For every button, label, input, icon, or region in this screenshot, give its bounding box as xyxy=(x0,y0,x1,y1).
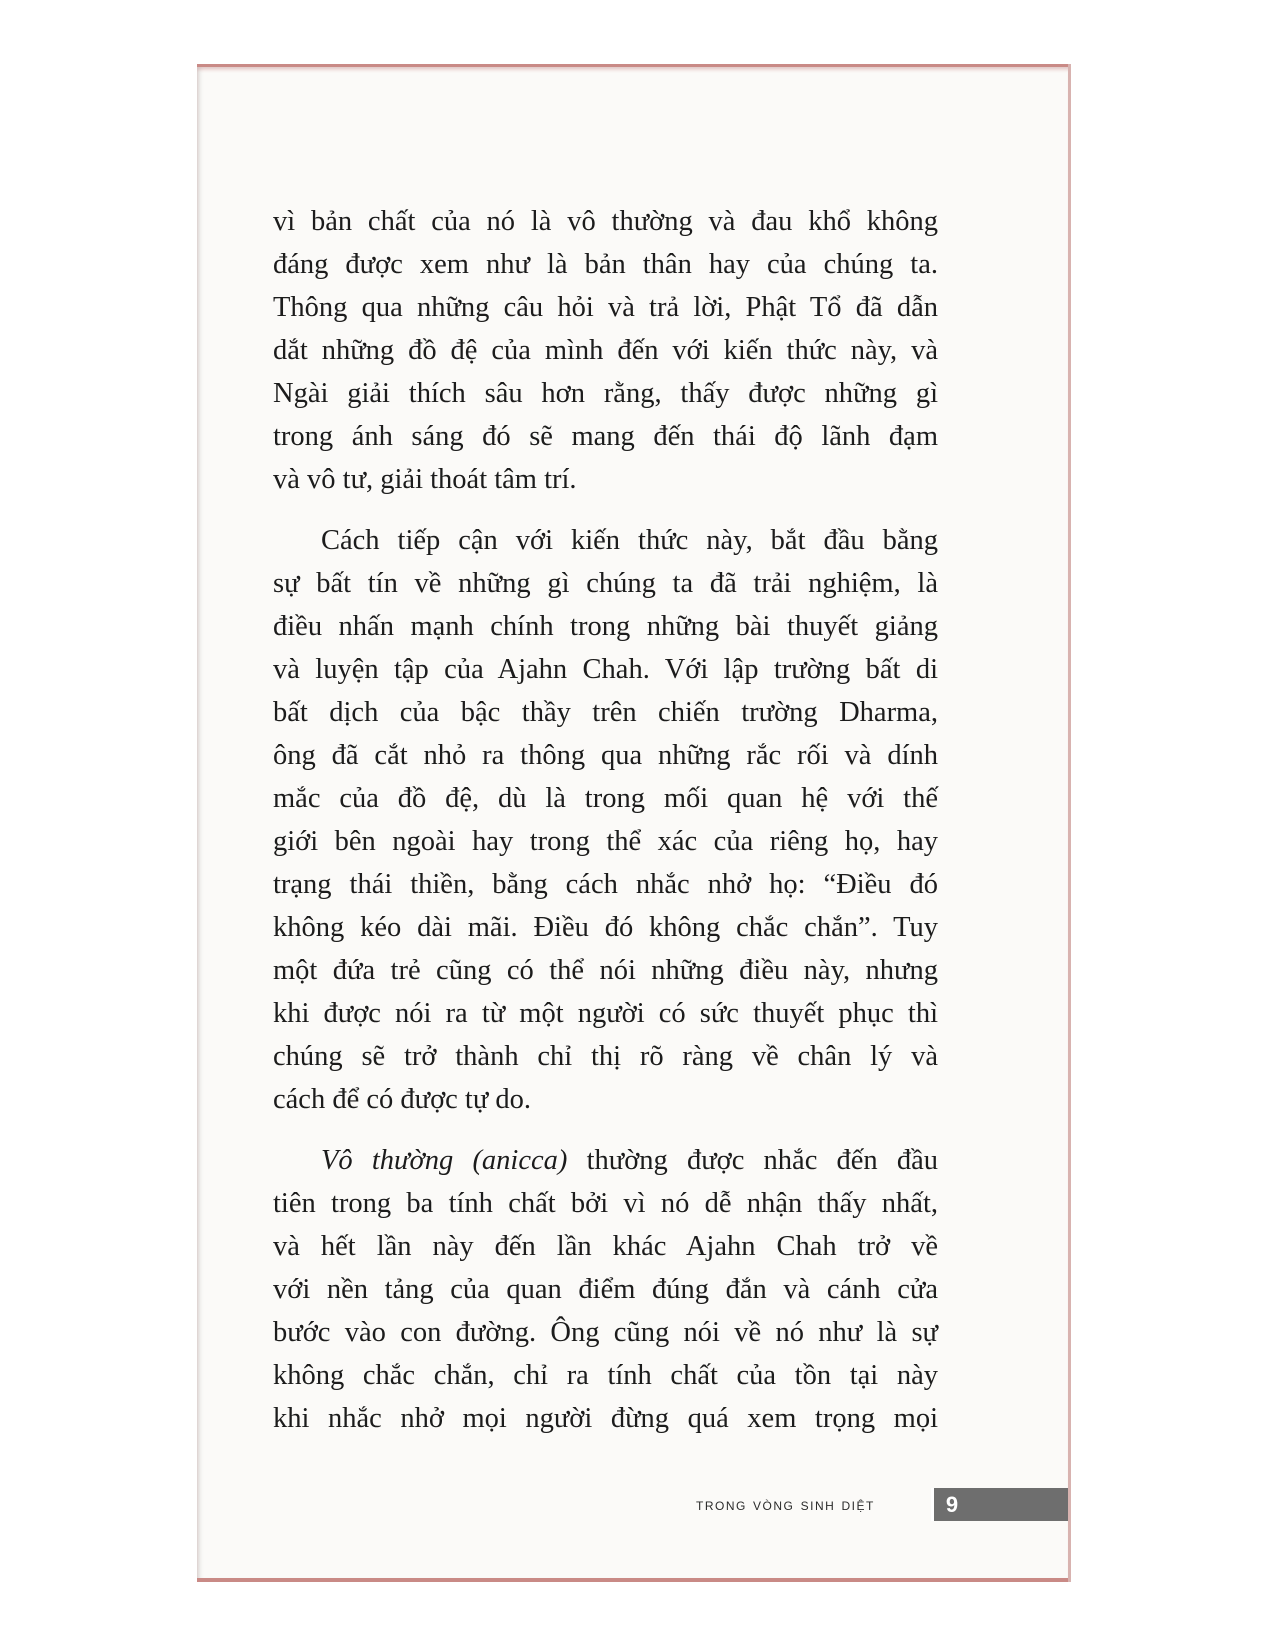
paragraph-2 xyxy=(273,519,938,1121)
text-line: khi được nói ra từ một người có sức thuyết phục thì xyxy=(273,998,938,1029)
text-line: dắt những đồ đệ của mình đến với kiến thức này, và xyxy=(273,335,938,366)
text-line: bất dịch của bậc thầy trên chiến trường Dharma, xyxy=(273,697,938,728)
text-line: đáng được xem như là bản thân hay của chúng ta. xyxy=(273,249,938,280)
text-line: Cách tiếp cận với kiến thức này, bắt đầu bằng xyxy=(321,525,938,556)
page-number: 9 xyxy=(934,1488,970,1521)
text-line: với nền tảng của quan điểm đúng đắn và cánh cửa xyxy=(273,1274,938,1305)
text-line: cách để có được tự do. xyxy=(273,1084,532,1115)
text-line: Thông qua những câu hỏi và trả lời, Phật Tổ đã dẫn xyxy=(273,292,938,323)
text-line: không chắc chắn, chỉ ra tính chất của tồn tại này xyxy=(273,1360,938,1391)
text-line: chúng sẽ trở thành chỉ thị rõ ràng về chân lý và xyxy=(273,1041,938,1072)
text-line: và vô tư, giải thoát tâm trí. xyxy=(273,464,577,495)
text-line: điều nhấn mạnh chính trong những bài thuyết giảng xyxy=(273,611,938,642)
paragraph-1 xyxy=(273,200,938,501)
text-line: tiên trong ba tính chất bởi vì nó dễ nhận thấy nhất, xyxy=(273,1188,938,1219)
page-edge-bottom xyxy=(197,1578,1070,1582)
text-line xyxy=(273,1139,938,1182)
text-line: vì bản chất của nó là vô thường và đau khổ không xyxy=(273,206,938,237)
text-line: không kéo dài mãi. Điều đó không chắc chắn”. Tuy xyxy=(273,912,938,943)
page-footer xyxy=(696,1488,889,1522)
running-title: trong vòng sinh diệt xyxy=(696,1495,875,1514)
text-line: khi nhắc nhở mọi người đừng quá xem trọng mọi xyxy=(273,1403,938,1434)
italic-term: Vô thường (anicca) xyxy=(321,1145,568,1176)
text-line: trong ánh sáng đó sẽ mang đến thái độ lãnh đạm xyxy=(273,421,938,452)
text-line: một đứa trẻ cũng có thể nói những điều này, nhưng xyxy=(273,955,938,986)
text-line: mắc của đồ đệ, dù là trong mối quan hệ với thế xyxy=(273,783,938,814)
text-line: và hết lần này đến lần khác Ajahn Chah trở về xyxy=(273,1231,938,1262)
text-line: bước vào con đường. Ông cũng nói về nó như là sự xyxy=(273,1317,938,1348)
text-line: Ngài giải thích sâu hơn rằng, thấy được những gì xyxy=(273,378,938,409)
text-line: ông đã cắt nhỏ ra thông qua những rắc rối và dính xyxy=(273,740,938,771)
text-line-rest: thường được nhắc đến đầu xyxy=(567,1145,939,1176)
text-line: trạng thái thiền, bằng cách nhắc nhở họ: “Điều đó xyxy=(273,869,938,900)
paragraph-3 xyxy=(273,1139,938,1440)
page-edge-right xyxy=(1068,64,1071,1582)
text-line: giới bên ngoài hay trong thể xác của riêng họ, hay xyxy=(273,826,938,857)
body-text xyxy=(273,200,938,1440)
text-line: sự bất tín về những gì chúng ta đã trải nghiệm, là xyxy=(273,568,938,599)
text-line: và luyện tập của Ajahn Chah. Với lập trường bất di xyxy=(273,654,938,685)
